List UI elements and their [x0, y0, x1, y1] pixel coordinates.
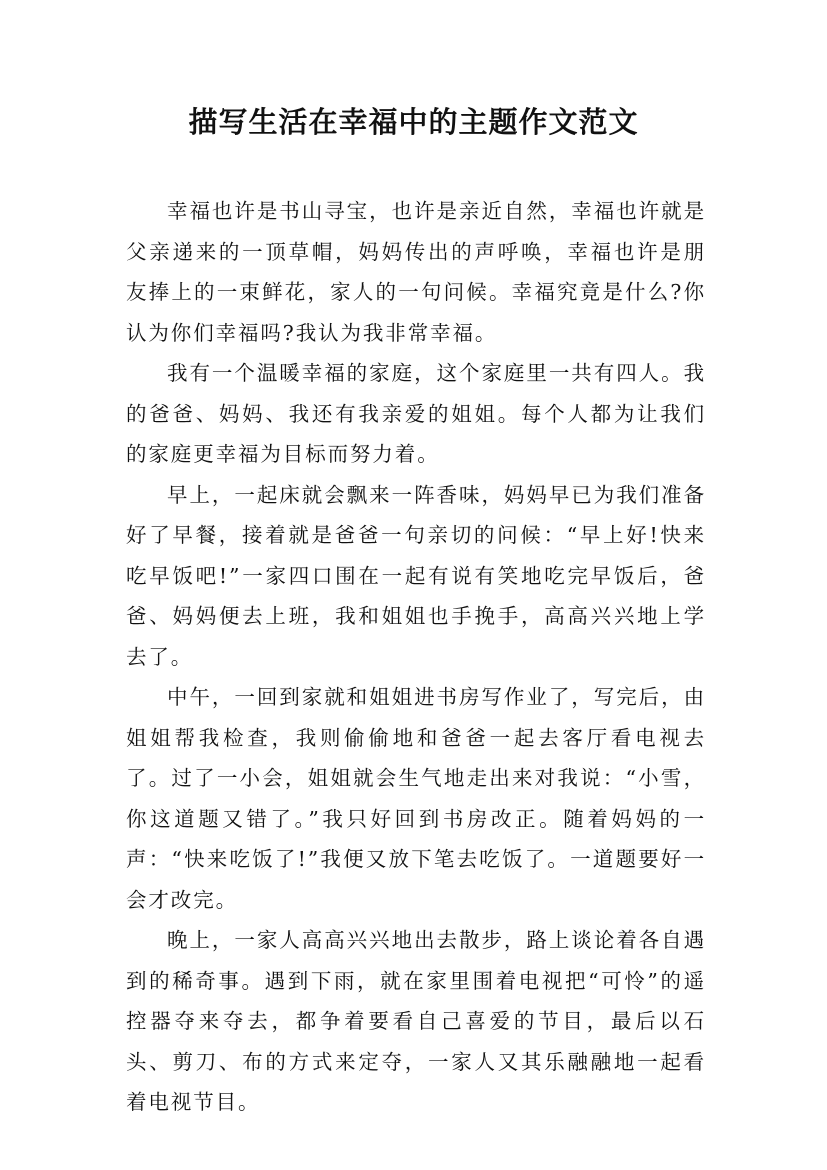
paragraph: 我有一个温暖幸福的家庭，这个家庭里一共有四人。我的爸爸、妈妈、我还有我亲爱的姐姐。每个人都为让我们的家庭更幸福为目标而努力着。 [126, 361, 706, 466]
document-title: 描写生活在幸福中的主题作文范文 [188, 105, 639, 139]
document-body [126, 191, 706, 1123]
paragraph: 中午，一回到家就和姐姐进书房写作业了，写完后，由姐姐帮我检查，我则偷偷地和爸爸一起去客厅看电视去了。过了一小会，姐姐就会生气地走出来对我说：“小雪，你这道题又错了。”我只好回到书房改正。随着妈妈的一声：“快来吃饭了!”我便又放下笔去吃饭了。一道题要好一会才改完。 [126, 685, 706, 912]
paragraph: 早上，一起床就会飘来一阵香味，妈妈早已为我们准备好了早餐，接着就是爸爸一句亲切的问候：“早上好!快来吃早饭吧!”一家四口围在一起有说有笑地吃完早饭后，爸爸、妈妈便去上班，我和姐姐也手挽手，高高兴兴地上学去了。 [126, 482, 706, 669]
paragraph: 晚上，一家人高高兴兴地出去散步，路上谈论着各自遇到的稀奇事。遇到下雨，就在家里围着电视把“可怜”的遥控器夺来夺去，都争着要看自己喜爱的节目，最后以石头、剪刀、布的方式来定夺，一家人又其乐融融地一起看着电视节目。 [126, 928, 706, 1114]
paragraph: 幸福也许是书山寻宝，也许是亲近自然，幸福也许就是父亲递来的一顶草帽，妈妈传出的声呼唤，幸福也许是朋友捧上的一束鲜花，家人的一句问候。幸福究竟是什么?你认为你们幸福吗?我认为我非常幸福。 [126, 199, 706, 345]
